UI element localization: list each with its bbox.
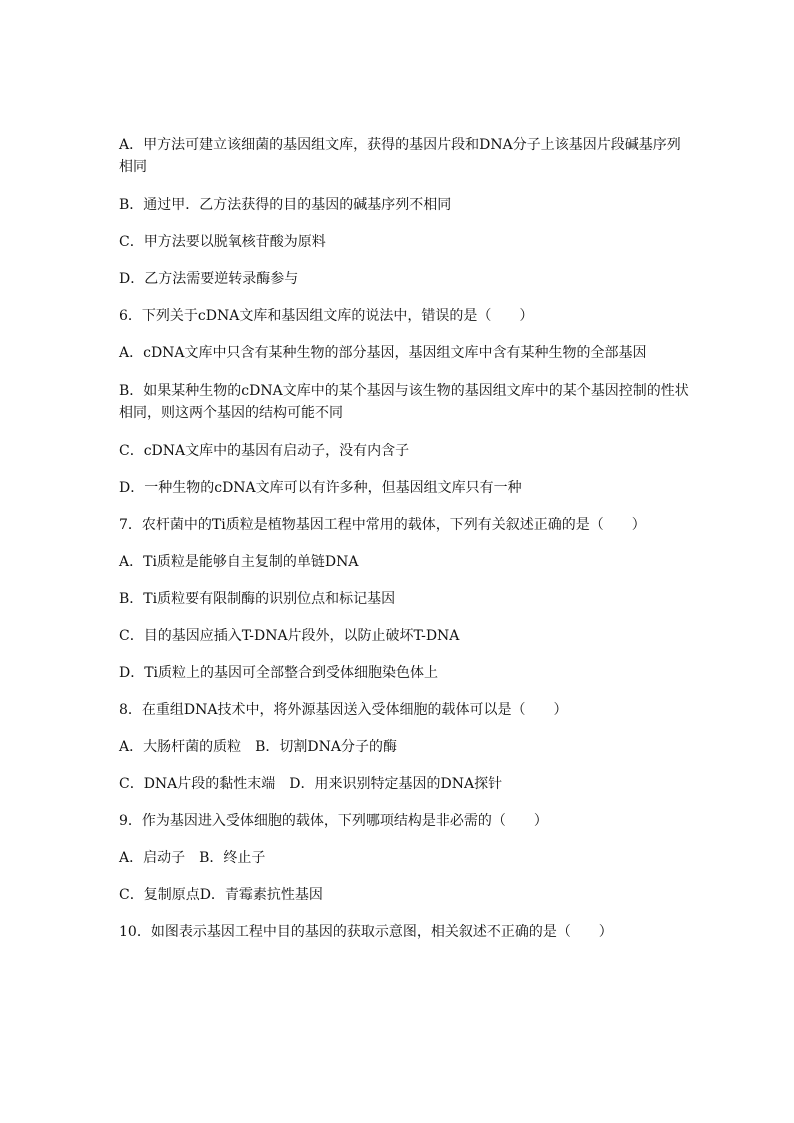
question-8: 8．在重组DNA技术中，将外源基因送入受体细胞的载体可以是（ ） [119, 702, 568, 718]
option-6d: D．一种生物的cDNA文库可以有许多种，但基因组文库只有一种 [119, 480, 522, 496]
option-6b: B．如果某种生物的cDNA文库中的某个基因与该生物的基因组文库中的某个基因控制的性状相同，则这两个基因的结构可能不同 [119, 383, 689, 421]
question-6: 6．下列关于cDNA文库和基因组文库的说法中，错误的是（ ） [119, 308, 534, 324]
option-7b: B．Ti质粒要有限制酶的识别位点和标记基因 [119, 591, 396, 607]
option-5d: D．乙方法需要逆转录酶参与 [119, 271, 299, 287]
question-9: 9．作为基因进入受体细胞的载体，下列哪项结构是非必需的（ ） [119, 813, 548, 829]
option-8ab: A．大肠杆菌的质粒 B．切割DNA分子的酶 [119, 739, 397, 755]
option-9cd: C．复制原点D．青霉素抗性基因 [119, 887, 323, 903]
option-7d: D．Ti质粒上的基因可全部整合到受体细胞染色体上 [119, 665, 439, 681]
option-7a: A．Ti质粒是能够自主复制的单链DNA [119, 554, 359, 570]
document-page [119, 134, 689, 959]
option-6c: C．cDNA文库中的基因有启动子，没有内含子 [119, 443, 410, 459]
option-5a: A．甲方法可建立该细菌的基因组文库，获得的基因片段和DNA分子上该基因片段碱基序列相同 [119, 137, 681, 175]
option-7c: C．目的基因应插入T-DNA片段外，以防止破坏T-DNA [119, 628, 460, 644]
question-7: 7．农杆菌中的Ti质粒是植物基因工程中常用的载体，下列有关叙述正确的是（ ） [119, 517, 646, 533]
option-5b: B．通过甲．乙方法获得的目的基因的碱基序列不相同 [119, 197, 452, 213]
option-5c: C．甲方法要以脱氧核苷酸为原料 [119, 234, 326, 250]
option-8cd: C．DNA片段的黏性末端 D．用来识别特定基因的DNA探针 [119, 776, 503, 792]
question-10: 10．如图表示基因工程中目的基因的获取示意图，相关叙述不正确的是（ ） [119, 924, 613, 940]
option-9ab: A．启动子 B．终止子 [119, 850, 266, 866]
option-6a: A．cDNA文库中只含有某种生物的部分基因，基因组文库中含有某种生物的全部基因 [119, 345, 647, 361]
